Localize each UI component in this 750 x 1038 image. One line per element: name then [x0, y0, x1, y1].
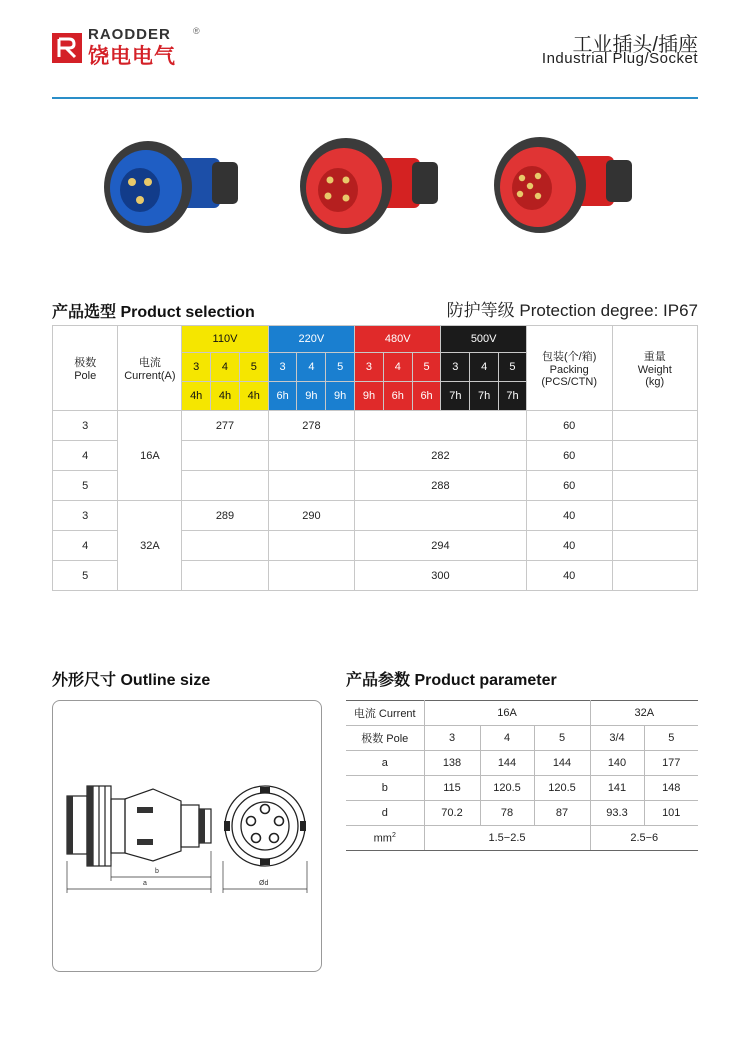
param-current-label: 电流 Current: [346, 701, 424, 726]
row-packing: 60: [526, 411, 612, 441]
param-value: 120.5: [480, 776, 534, 801]
hour-cell: 9h: [355, 382, 384, 411]
row-code-110v: [182, 471, 268, 501]
row-weight: [612, 411, 698, 441]
row-code-110v: [182, 561, 268, 591]
row-code-110v: 289: [182, 501, 268, 531]
pole-cell: 5: [412, 353, 441, 382]
protection-degree: 防护等级 Protection degree: IP67: [446, 301, 698, 320]
param-pole: 4: [480, 726, 534, 751]
hour-cell: 6h: [412, 382, 441, 411]
dimension-label-a: a: [143, 880, 147, 887]
current-header-cn: 电流: [138, 357, 161, 369]
row-code-220v: [268, 531, 354, 561]
param-value: 144: [534, 751, 590, 776]
param-value: 78: [480, 801, 534, 826]
param-pole: 3: [424, 726, 480, 751]
product-selection-table: [52, 325, 698, 591]
pole-cell: 5: [499, 353, 527, 382]
row-code-220v: 278: [268, 411, 354, 441]
packing-header-en: Packing: [549, 364, 589, 376]
pole-header-cn: 极数: [74, 357, 97, 369]
row-pole: 3: [53, 501, 118, 531]
product-image-red-plug-4pin: [298, 130, 448, 250]
row-packing: 60: [526, 471, 612, 501]
hour-cell: 4h: [211, 382, 240, 411]
pole-cell: 3: [268, 353, 297, 382]
param-value: 93.3: [590, 801, 644, 826]
table-row: [53, 411, 698, 441]
row-packing: 40: [526, 501, 612, 531]
row-code-110v: [182, 531, 268, 561]
pole-cell: 3: [355, 353, 384, 382]
registered-mark: ®: [193, 26, 200, 36]
pole-cell: 4: [383, 353, 412, 382]
outline-size-title-cn: 外形尺寸: [52, 672, 117, 689]
outline-size-title-en: Outline size: [120, 672, 211, 689]
hour-cell: 7h: [441, 382, 470, 411]
param-row-label: a: [346, 751, 424, 776]
current-header-en: Current(A): [124, 370, 176, 382]
param-pole: 5: [534, 726, 590, 751]
param-current-16a: 16A: [424, 701, 590, 726]
row-code-480v: 288: [355, 471, 527, 501]
param-pole: 5: [644, 726, 698, 751]
param-row-label: b: [346, 776, 424, 801]
product-parameter-table: [346, 700, 698, 851]
row-code-220v: [268, 441, 354, 471]
row-pole: 5: [53, 471, 118, 501]
param-value: 115: [424, 776, 480, 801]
row-pole: 4: [53, 441, 118, 471]
row-code-110v: [182, 441, 268, 471]
hour-cell: 7h: [499, 382, 527, 411]
weight-header-cn: 重量: [643, 351, 666, 363]
product-image-red-plug-5pin: [492, 130, 642, 250]
dimension-label-b: b: [155, 868, 159, 875]
param-value: 101: [644, 801, 698, 826]
voltage-220v: 220V: [268, 326, 354, 353]
table-row: [346, 801, 698, 826]
pole-cell: 4: [470, 353, 499, 382]
param-pole: 3/4: [590, 726, 644, 751]
pole-header-en: Pole: [74, 370, 97, 382]
row-packing: 40: [526, 531, 612, 561]
param-mm-unit: mm: [373, 832, 392, 845]
param-mm-16a: 1.5−2.5: [424, 826, 590, 851]
outline-size-title: [52, 667, 210, 690]
param-value: 141: [590, 776, 644, 801]
pole-cell: 3: [441, 353, 470, 382]
pole-cell: 4: [297, 353, 326, 382]
product-parameter-title: [346, 667, 557, 690]
voltage-480v: 480V: [355, 326, 441, 353]
row-code-480v: 300: [355, 561, 527, 591]
row-code-110v: 277: [182, 411, 268, 441]
param-value: 140: [590, 751, 644, 776]
packing-header: [526, 326, 612, 411]
pole-cell: 5: [239, 353, 268, 382]
row-weight: [612, 531, 698, 561]
row-packing: 60: [526, 441, 612, 471]
current-header: [118, 326, 182, 411]
dimension-label-d: Ød: [259, 880, 269, 887]
product-selection-title-en: Product selection: [120, 304, 255, 321]
row-current: 16A: [118, 411, 182, 501]
row-code-480v: [355, 411, 527, 441]
param-mm-label: [346, 826, 424, 851]
hour-cell: 9h: [326, 382, 355, 411]
hour-cell: 4h: [239, 382, 268, 411]
row-pole: 3: [53, 411, 118, 441]
param-value: 87: [534, 801, 590, 826]
param-value: 144: [480, 751, 534, 776]
row-packing: 40: [526, 561, 612, 591]
product-image-blue-plug: [100, 130, 250, 250]
pole-cell: 5: [326, 353, 355, 382]
row-weight: [612, 441, 698, 471]
header-divider: [52, 97, 698, 99]
product-parameter-title-cn: 产品参数: [346, 672, 411, 689]
brand-name-en: RAODDER: [88, 26, 171, 43]
param-row-label: d: [346, 801, 424, 826]
brand-name-cn: 饶电电气: [88, 45, 176, 68]
packing-header-unit: (PCS/CTN): [541, 376, 597, 388]
row-pole: 5: [53, 561, 118, 591]
hour-cell: 9h: [297, 382, 326, 411]
pole-cell: 3: [182, 353, 211, 382]
product-selection-title: [52, 299, 255, 322]
param-pole-label: 极数 Pole: [346, 726, 424, 751]
param-mm-32a: 2.5−6: [590, 826, 698, 851]
row-code-480v: [355, 501, 527, 531]
row-code-480v: 294: [355, 531, 527, 561]
hour-cell: 6h: [383, 382, 412, 411]
table-row: [53, 501, 698, 531]
param-value: 70.2: [424, 801, 480, 826]
row-code-480v: 282: [355, 441, 527, 471]
param-current-32a: 32A: [590, 701, 698, 726]
hour-cell: 4h: [182, 382, 211, 411]
weight-header-unit: (kg): [645, 376, 665, 388]
row-weight: [612, 561, 698, 591]
product-parameter-title-en: Product parameter: [414, 672, 557, 689]
voltage-500v: 500V: [441, 326, 526, 353]
table-row: [346, 776, 698, 801]
row-code-220v: 290: [268, 501, 354, 531]
row-pole: 4: [53, 531, 118, 561]
param-value: 148: [644, 776, 698, 801]
param-mm-sup: 2: [391, 831, 396, 839]
param-value: 177: [644, 751, 698, 776]
weight-header: [612, 326, 698, 411]
row-code-220v: [268, 471, 354, 501]
param-value: 120.5: [534, 776, 590, 801]
packing-header-cn: 包装(个/箱): [541, 351, 597, 363]
pole-cell: 4: [211, 353, 240, 382]
brand-logo: [52, 33, 82, 63]
product-selection-title-cn: 产品选型: [52, 304, 117, 321]
param-value: 138: [424, 751, 480, 776]
voltage-110v: 110V: [182, 326, 268, 353]
hour-cell: 7h: [470, 382, 499, 411]
outline-drawing: [53, 701, 321, 971]
row-current: 32A: [118, 501, 182, 591]
hour-cell: 6h: [268, 382, 297, 411]
page-title-cn: 工业插头/插座: [572, 34, 698, 56]
row-weight: [612, 501, 698, 531]
outline-drawing-box: [52, 700, 322, 972]
table-row: [346, 751, 698, 776]
pole-header: [53, 326, 118, 411]
row-weight: [612, 471, 698, 501]
weight-header-en: Weight: [637, 364, 672, 376]
page-title-en: Industrial Plug/Socket: [541, 50, 698, 67]
row-code-220v: [268, 561, 354, 591]
